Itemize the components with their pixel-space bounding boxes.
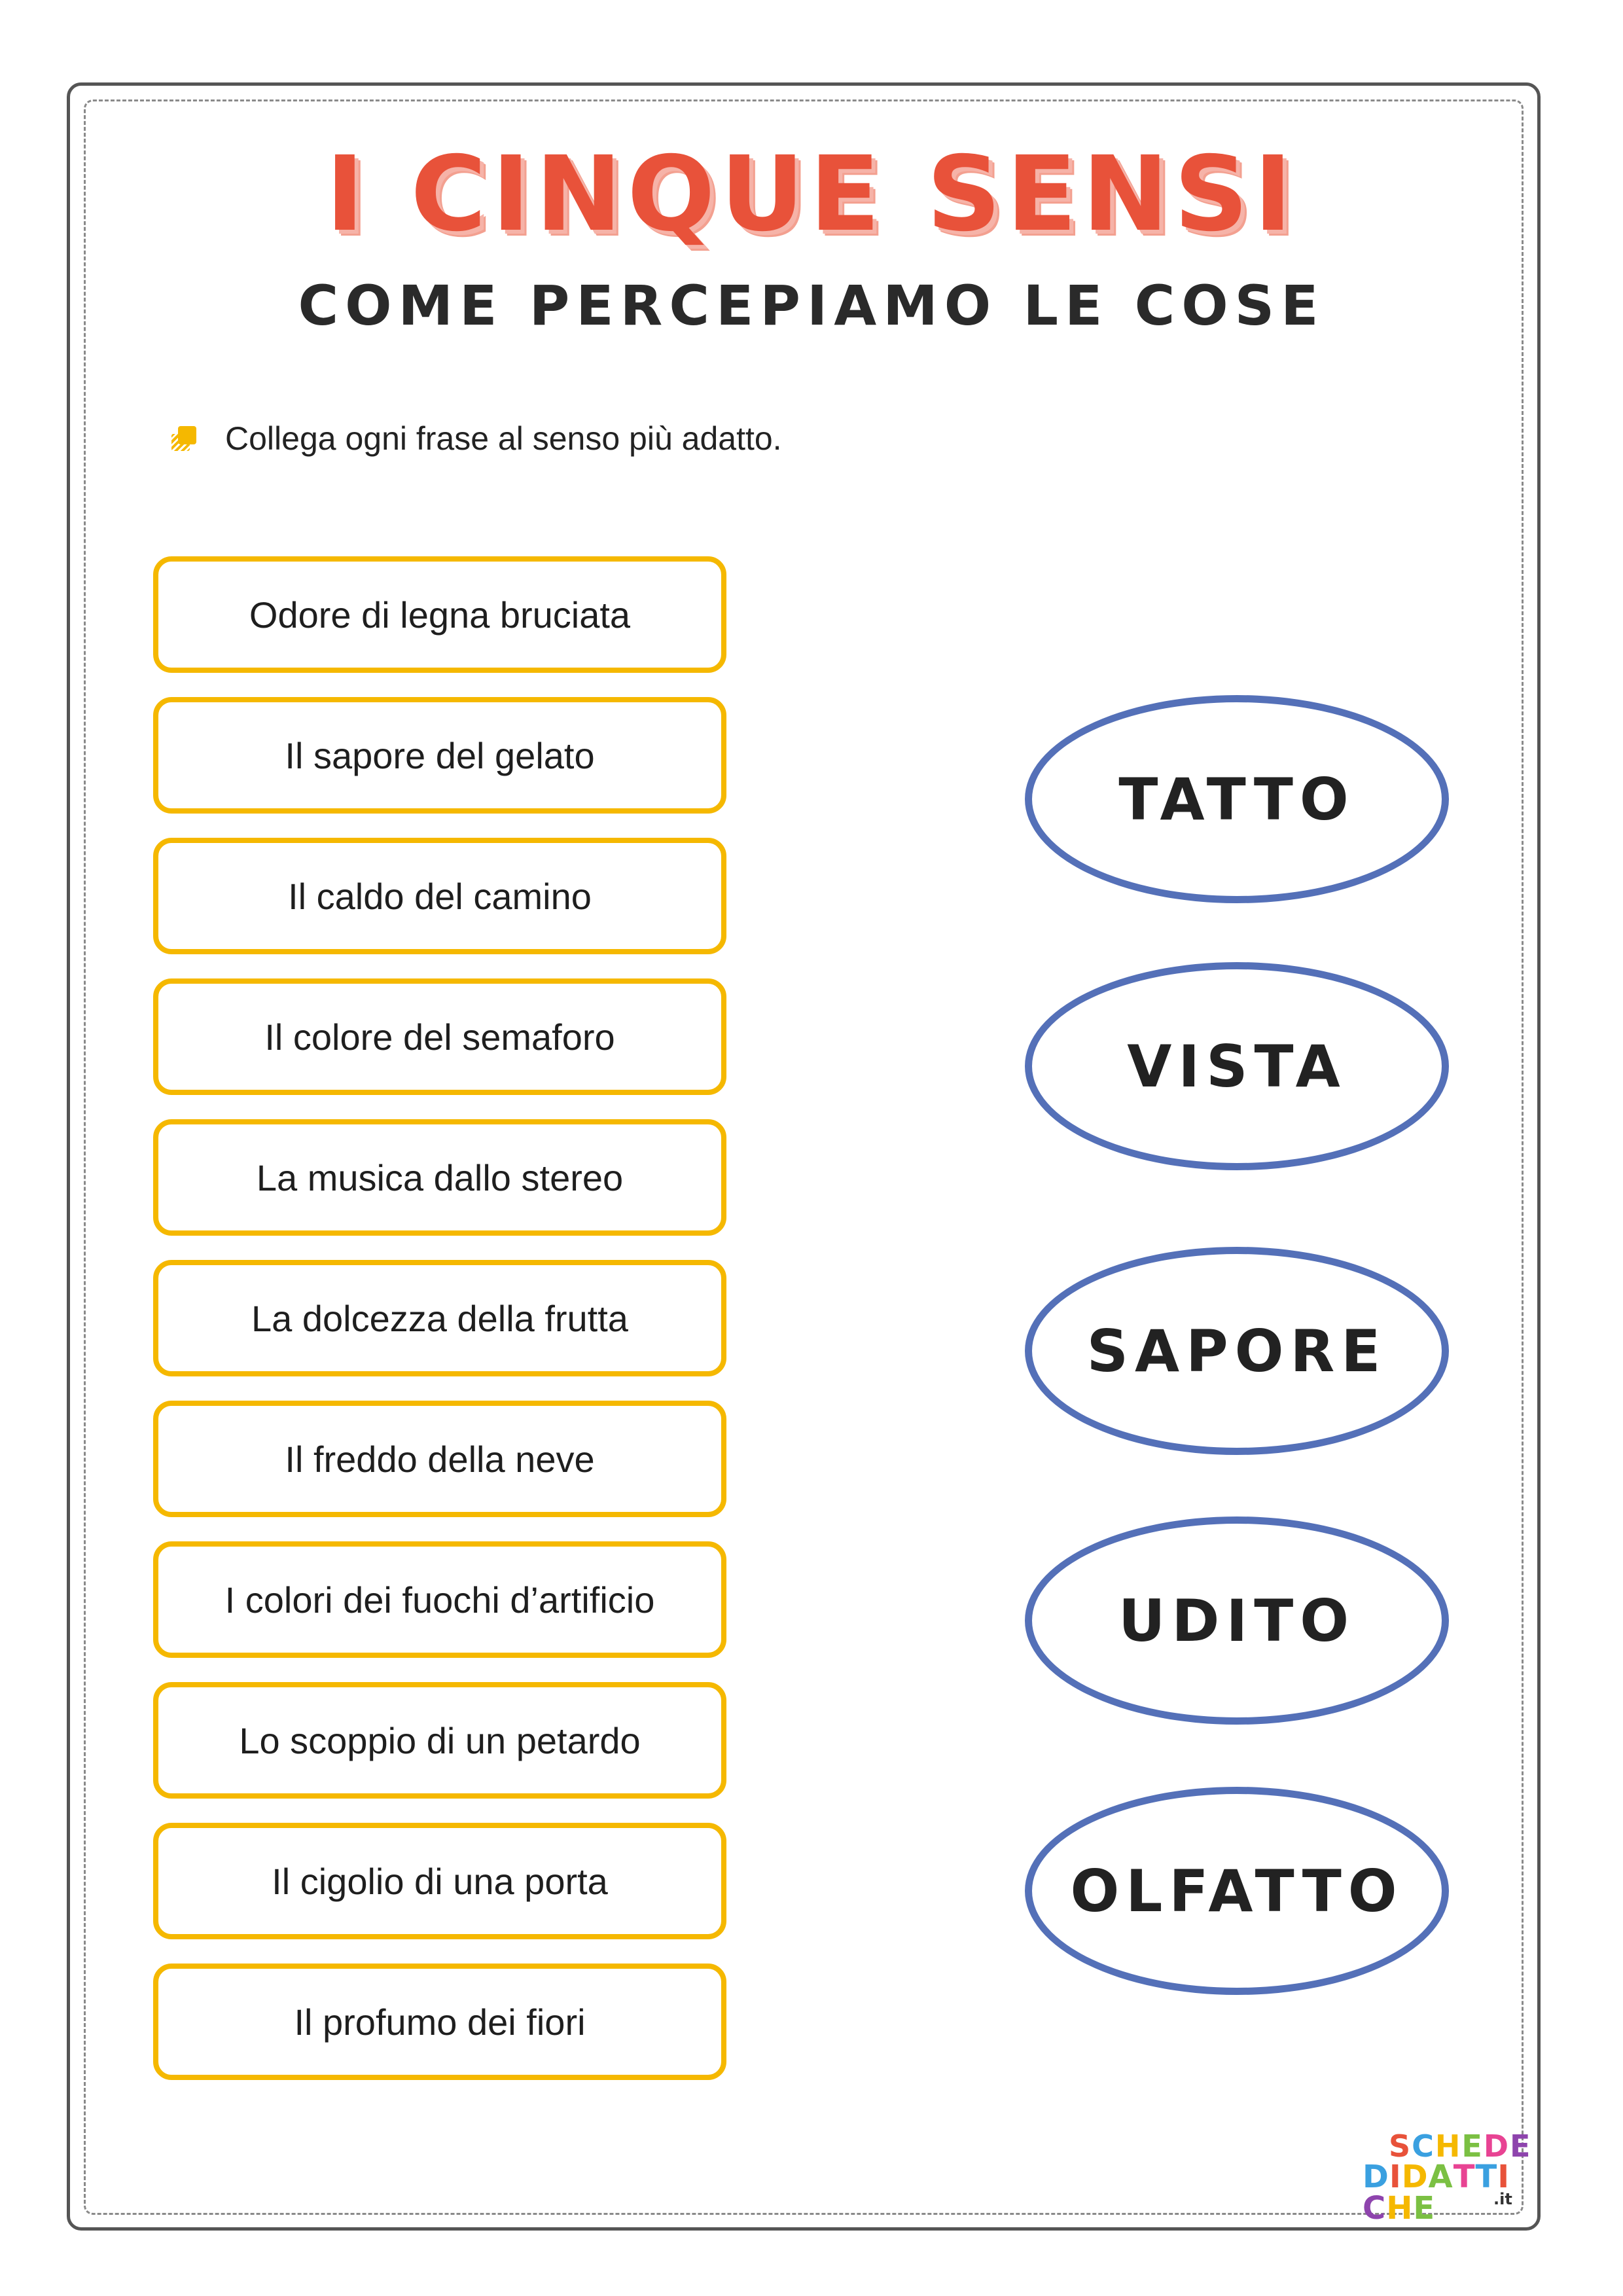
site-logo — [1363, 2128, 1533, 2227]
logo-line-2: DIDATTICHE — [1363, 2159, 1510, 2227]
page-title: I CINQUE SENSI — [325, 134, 1298, 255]
sense-oval-sapore[interactable]: SAPORE — [1025, 1247, 1449, 1455]
instruction — [171, 419, 782, 458]
phrase-box[interactable]: Il profumo dei fiori — [153, 1964, 726, 2080]
phrase-box[interactable]: I colori dei fuochi d’artificio — [153, 1541, 726, 1658]
phrase-box[interactable]: La musica dallo stereo — [153, 1119, 726, 1236]
sense-oval-olfatto[interactable]: OLFATTO — [1025, 1787, 1449, 1995]
sense-oval-tatto[interactable]: TATTO — [1025, 695, 1449, 903]
phrase-box[interactable]: La dolcezza della frutta — [153, 1260, 726, 1376]
phrase-box[interactable]: Il cigolio di una porta — [153, 1823, 726, 1939]
phrase-box[interactable]: Il caldo del camino — [153, 838, 726, 954]
phrase-box[interactable]: Il sapore del gelato — [153, 697, 726, 814]
sense-oval-vista[interactable]: VISTA — [1025, 962, 1449, 1170]
phrase-box[interactable]: Odore di legna bruciata — [153, 556, 726, 673]
phrase-box[interactable]: Il freddo della neve — [153, 1401, 726, 1517]
logo-line-1: SCHEDE — [1389, 2128, 1532, 2164]
phrase-box[interactable]: Lo scoppio di un petardo — [153, 1682, 726, 1799]
logo-line-3: .it — [1493, 2190, 1512, 2208]
instruction-text: Collega ogni frase al senso più adatto. — [225, 420, 782, 457]
phrase-box[interactable]: Il colore del semaforo — [153, 978, 726, 1095]
bullet-icon — [171, 426, 196, 451]
sense-oval-udito[interactable]: UDITO — [1025, 1516, 1449, 1725]
page-subtitle: COME PERCEPIAMO LE COSE — [298, 274, 1325, 338]
